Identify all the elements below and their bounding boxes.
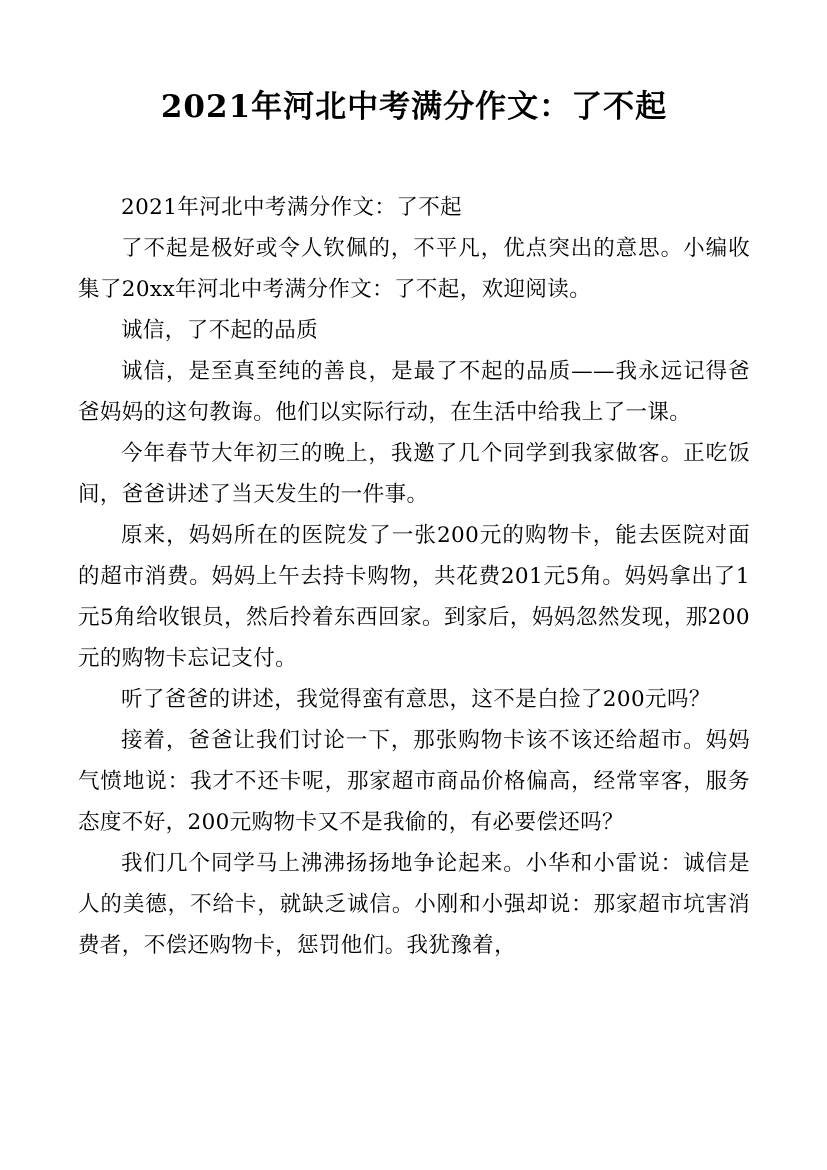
paragraph: 接着，爸爸让我们讨论一下，那张购物卡该不该还给超市。妈妈气愤地说：我才不还卡呢，那家超市商品价格偏高，经常宰客，服务态度不好，200元购物卡又不是我偷的，有必要偿还吗？ xyxy=(78,728,750,836)
paragraph: 了不起是极好或令人钦佩的，不平凡，优点突出的意思。小编收集了20xx年河北中考满分作文：了不起，欢迎阅读。 xyxy=(78,236,750,303)
paragraph: 诚信，了不起的品质 xyxy=(121,318,319,344)
paragraph: 2021年河北中考满分作文：了不起 xyxy=(121,195,463,221)
document-content xyxy=(78,86,750,966)
paragraph: 听了爸爸的讲述，我觉得蛮有意思，这不是白捡了200元吗？ xyxy=(121,687,711,713)
paragraph: 诚信，是至真至纯的善良，是最了不起的品质——我永远记得爸爸妈妈的这句教诲。他们以实际行动，在生活中给我上了一课。 xyxy=(78,359,750,426)
paragraph: 今年春节大年初三的晚上，我邀了几个同学到我家做客。正吃饭间，爸爸讲述了当天发生的一件事。 xyxy=(78,441,750,508)
page-title: 2021年河北中考满分作文：了不起 xyxy=(160,89,668,125)
paragraph: 我们几个同学马上沸沸扬扬地争论起来。小华和小雷说：诚信是人的美德，不给卡，就缺乏诚信。小刚和小强却说：那家超市坑害消费者，不偿还购物卡，惩罚他们。我犹豫着， xyxy=(78,851,750,959)
document-body xyxy=(78,187,750,966)
paragraph: 原来，妈妈所在的医院发了一张200元的购物卡，能去医院对面的超市消费。妈妈上午去持卡购物，共花费201元5角。妈妈拿出了1元5角给收银员，然后拎着东西回家。到家后，妈妈忽然发现，那200元的购物卡忘记支付。 xyxy=(78,523,750,672)
